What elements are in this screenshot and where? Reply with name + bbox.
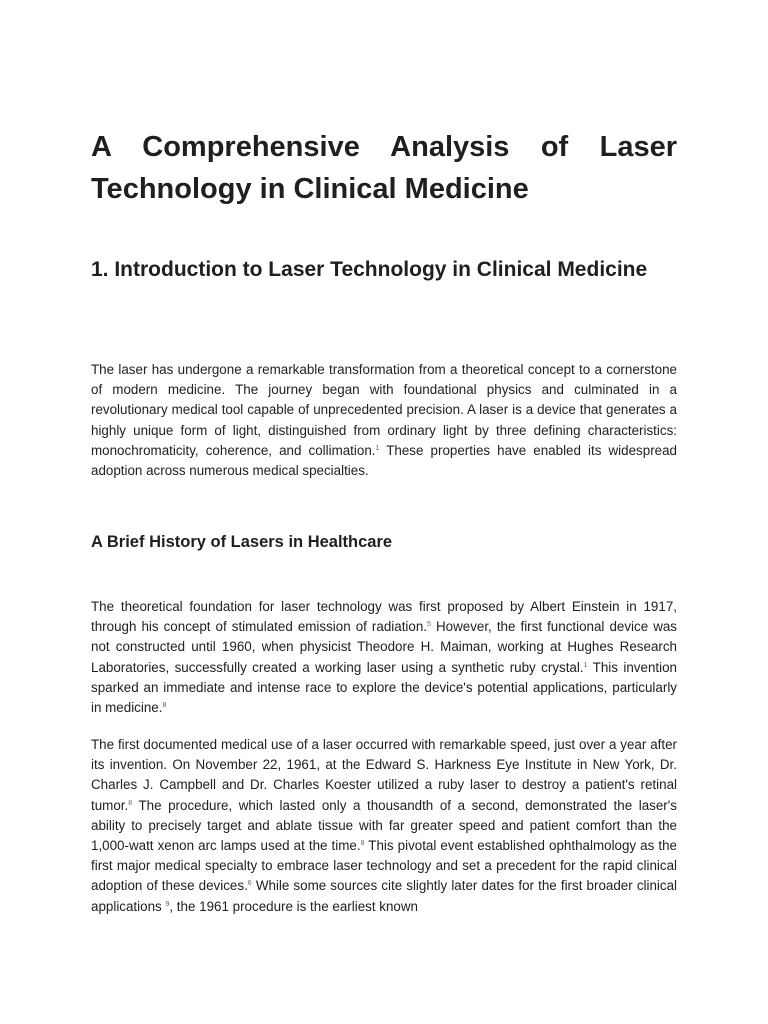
footnote-ref[interactable]: 6 [247, 880, 252, 888]
subsection-heading: A Brief History of Lasers in Healthcare [91, 533, 393, 551]
paragraph-text: The theoretical foundation for laser technology was first proposed by Albert Einstein in 1917, through his concept of stimulated emission of radiation. [91, 599, 677, 635]
footnote-ref[interactable]: 8 [128, 799, 133, 807]
paragraph-text: The laser has undergone a remarkable transformation from a theoretical concept to a cornerstone of modern medicine. The journey began with foundational physics and culminated in a revolutionary medical tool capable of unprecedented precision. A laser is a device that generates a highly unique form of light, distinguished from ordinary light by three defining characteristics: monochromaticity, coherence, and collimation. [91, 362, 677, 458]
history-paragraph-1 [91, 597, 677, 718]
paragraph-text: While some sources cite slightly later dates for the first broader clinical applications [91, 878, 678, 914]
history-paragraph-2 [91, 735, 677, 917]
intro-paragraph [91, 360, 677, 481]
footnote-ref[interactable]: 9 [165, 900, 170, 908]
paragraph-text: The procedure, which lasted only a thousandth of a second, demonstrated the laser's ability to precisely target and ablate tissue with far greater speed and patient comfort than the 1,000-watt xenon arc lamps used at the time. [91, 797, 677, 854]
paragraph-text: This pivotal event established ophthalmology as the first major medical specialty to embrace laser technology and set a precedent for the rapid clinical adoption of these devices. [91, 838, 677, 894]
paragraph-text: However, the first functional device was not constructed until 1960, when physicist Theodore H. Maiman, working at Hughes Research Laboratories, successfully created a working laser using a synthetic ruby crystal. [91, 619, 678, 675]
section-heading: 1. Introduction to Laser Technology in Clinical Medicine [91, 258, 648, 281]
paragraph-text: This invention sparked an immediate and intense race to explore the device's potential applications, particularly in medicine. [91, 659, 677, 716]
footnote-ref[interactable]: 8 [360, 840, 365, 848]
footnote-ref[interactable]: 1 [583, 661, 588, 669]
paragraph-text: These properties have enabled its widespread adoption across numerous medical specialties. [91, 442, 677, 479]
paragraph-text: The first documented medical use of a laser occurred with remarkable speed, just over a year after its invention. On November 22, 1961, at the Edward S. Harkness Eye Institute in New York, Dr. Charles J. Campbell and Dr. Charles Koester utilized a ruby laser to destroy a patient's retinal tumor. [91, 737, 677, 813]
paragraph-text: , the 1961 procedure is the earliest known [169, 898, 418, 914]
footnote-ref[interactable]: 8 [162, 702, 167, 710]
footnote-ref[interactable]: 5 [427, 621, 431, 629]
document-title: A Comprehensive Analysis of Laser Technology in Clinical Medicine [91, 131, 677, 205]
footnote-ref[interactable]: 1 [375, 444, 380, 452]
